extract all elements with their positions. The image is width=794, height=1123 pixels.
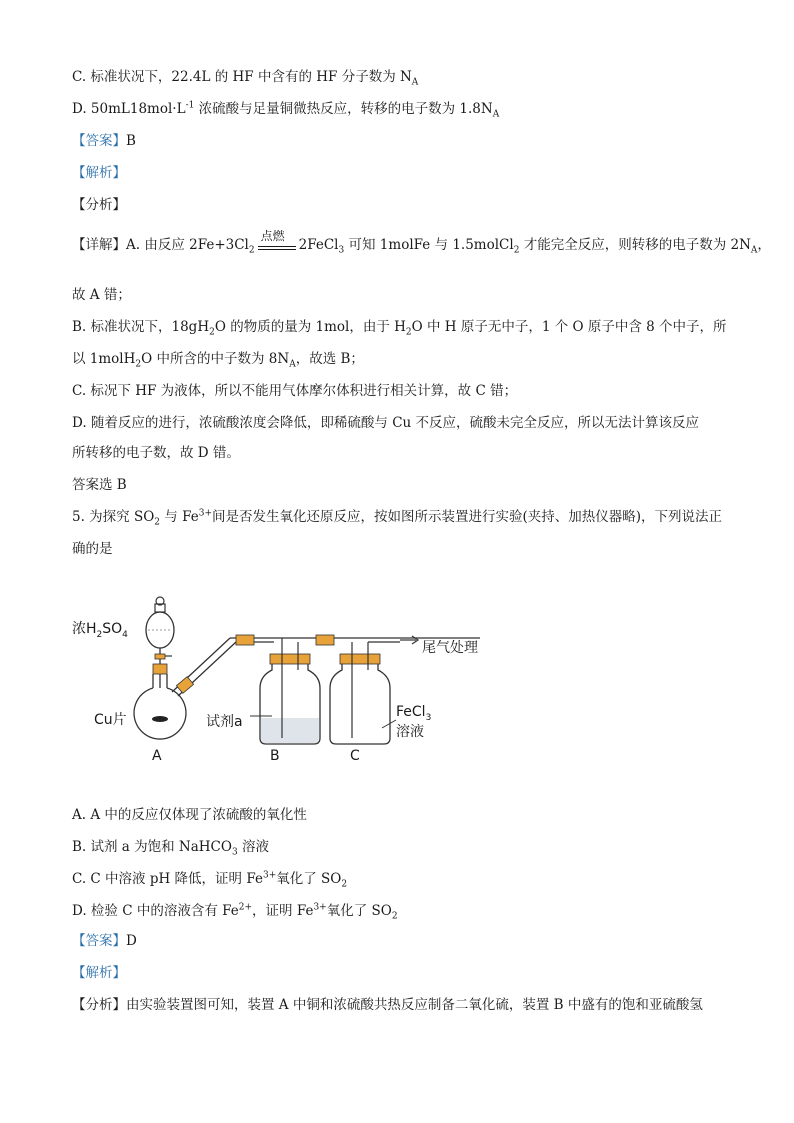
option-d-line-2 — [72, 902, 398, 920]
option-b-line — [72, 838, 269, 856]
detail-b-text-2: O 的物质的量为 1mol，由于 H — [214, 319, 406, 335]
superscript: 3+ — [198, 508, 212, 519]
flask-stopper — [153, 664, 167, 674]
detail-b-text-6: ，故选 B； — [295, 351, 364, 367]
detail-a-text-2: 可知 1molFe 与 1.5molCl — [344, 237, 514, 253]
fenxi-tag: 【分析】 — [72, 197, 126, 213]
subscript: 2 — [135, 359, 142, 370]
analysis-line — [72, 164, 126, 182]
subscript: 2 — [513, 245, 520, 256]
label-a: A — [152, 748, 162, 764]
analysis-tag: 【解析】 — [72, 965, 126, 981]
detail-b-text-3: O 中 H 原子无中子，1 个 O 原子中含 8 个中子，所 — [411, 319, 727, 335]
option-c-line — [72, 68, 418, 86]
reagent-a-label: 试剂a — [206, 714, 243, 730]
subscript: A — [289, 359, 296, 370]
cu-label: Cu片 — [94, 712, 127, 728]
question-5-text-2: 与 Fe — [160, 509, 199, 525]
subscript: 3 — [338, 245, 345, 256]
subscript: 3 — [231, 847, 238, 858]
fenxi-line-2 — [72, 996, 703, 1014]
answer-choose: 答案选 B — [72, 477, 127, 493]
apparatus-diagram — [60, 588, 500, 772]
subscript: 2 — [209, 327, 215, 338]
answer-tag: 【答案】 — [72, 133, 126, 149]
option-b-text: B. 试剂 a 为饱和 NaHCO — [72, 839, 232, 855]
answer-choose-line — [72, 476, 127, 494]
option-d-line — [72, 100, 499, 118]
detail-b-text-4: 以 1molH — [72, 351, 136, 367]
copper-pieces — [152, 716, 168, 722]
detail-c-text: C. 标况下 HF 为液体，所以不能用气体摩尔体积进行相关计算，故 C 错； — [72, 383, 518, 399]
option-d-text-3: D. 检验 C 中的溶液含有 Fe — [72, 903, 239, 919]
superscript: 2+ — [238, 902, 253, 913]
fecl3-label: FeCl$_3$ — [396, 704, 432, 723]
fenxi-text: 由实验装置图可知，装置 A 中铜和浓硫酸共热反应制备二氧化硫，装置 B 中盛有的饱和亚硫酸氢 — [126, 997, 703, 1013]
detail-d-line — [72, 414, 699, 432]
option-c-text: C. 标准状况下，22.4L 的 HF 中含有的 HF 分子数为 N — [72, 69, 412, 85]
question-5-text-3: 间是否发生氧化还原反应，按如图所示装置进行实验(夹持、加热仪器略)，下列说法正 — [212, 509, 723, 525]
detail-a-text-4: ， — [757, 237, 771, 253]
detail-a-line — [72, 228, 771, 256]
reagent-a-liquid — [261, 718, 319, 743]
superscript: -1 — [185, 100, 195, 111]
answer-tag: 【答案】 — [72, 933, 126, 949]
subscript: A — [411, 77, 419, 88]
question-5-text: 5. 为探究 SO — [72, 509, 155, 525]
option-c-text-2: C. C 中溶液 pH 降低，证明 Fe — [72, 871, 263, 887]
detail-d-text: D. 随着反应的进行，浓硫酸浓度会降低，即稀硫酸与 Cu 不反应，硫酸未完全反应，所以无法计算该反应 — [72, 415, 700, 431]
detail-a-line-2 — [72, 286, 131, 304]
rubber-joint-1 — [236, 635, 254, 645]
superscript: 3+ — [262, 870, 277, 881]
detail-a-text: A. 由反应 2Fe+3Cl — [126, 237, 249, 253]
option-d-text-2: 浓硫酸与足量铜微热反应，转移的电子数为 1.8N — [194, 101, 493, 117]
label-b: B — [270, 748, 280, 764]
question-5-line — [72, 508, 722, 526]
detail-a-2: 故 A 错； — [72, 287, 131, 303]
funnel-valve — [155, 654, 165, 659]
reaction-condition: 点燃 — [260, 228, 285, 243]
wash-bottle-c — [330, 662, 390, 744]
subscript: 2 — [341, 879, 348, 890]
answer-value: B — [126, 133, 136, 149]
detail-c-line — [72, 382, 517, 400]
label-c: C — [350, 748, 360, 764]
option-a-text: A. A 中的反应仅体现了浓硫酸的氧化性 — [72, 807, 307, 823]
tail-gas-label: 尾气处理 — [422, 640, 478, 656]
detail-b-line — [72, 318, 727, 336]
subscript: A — [492, 109, 500, 120]
detail-a-text-3: 才能完全反应，则转移的电子数为 2N — [519, 237, 751, 253]
subscript: 2 — [391, 911, 398, 922]
question-5-text-4: 确的是 — [72, 541, 113, 557]
detail-tag: 【详解】 — [72, 237, 126, 253]
answer-line — [72, 132, 136, 150]
fenxi-line — [72, 196, 126, 214]
option-b-text-2: 溶液 — [237, 839, 269, 855]
bottle-b-stopper — [270, 654, 310, 664]
option-c-text-3: 氧化了 SO — [276, 871, 342, 887]
superscript: 3+ — [313, 902, 327, 913]
detail-a-product: 2FeCl — [298, 237, 339, 253]
option-c-line-2 — [72, 870, 347, 888]
option-a-line — [72, 806, 307, 824]
option-d-text-5: 氧化了 SO — [326, 903, 392, 919]
detail-b-text-5: O 中所含的中子数为 8N — [141, 351, 290, 367]
detail-d-text-2: 所转移的电子数，故 D 错。 — [72, 445, 240, 461]
detail-b-text: B. 标准状况下，18gH — [72, 319, 210, 335]
subscript: 2 — [154, 517, 161, 528]
answer-value: D — [126, 933, 137, 949]
subscript: 2 — [405, 327, 412, 338]
detail-d-line-2 — [72, 444, 240, 462]
option-d-text: D. 50mL18mol·L — [72, 101, 186, 117]
reaction-arrow — [255, 228, 299, 255]
fenxi-tag: 【分析】 — [72, 997, 126, 1013]
subscript: 2 — [248, 245, 255, 256]
subscript: A — [750, 245, 758, 256]
concentrated-sulfuric-acid-label: 浓$H_2SO_4$ — [72, 621, 128, 640]
answer-line-2 — [72, 932, 137, 950]
bottle-c-stopper — [340, 654, 380, 664]
solution-label: 溶液 — [396, 724, 424, 740]
rubber-joint-2 — [316, 635, 334, 645]
analysis-tag: 【解析】 — [72, 165, 126, 181]
side-arm-stopper — [176, 677, 193, 694]
analysis-line-2 — [72, 964, 126, 982]
question-5-line-2 — [72, 540, 113, 558]
detail-b-line-2 — [72, 350, 364, 368]
option-d-text-4: ，证明 Fe — [252, 903, 314, 919]
